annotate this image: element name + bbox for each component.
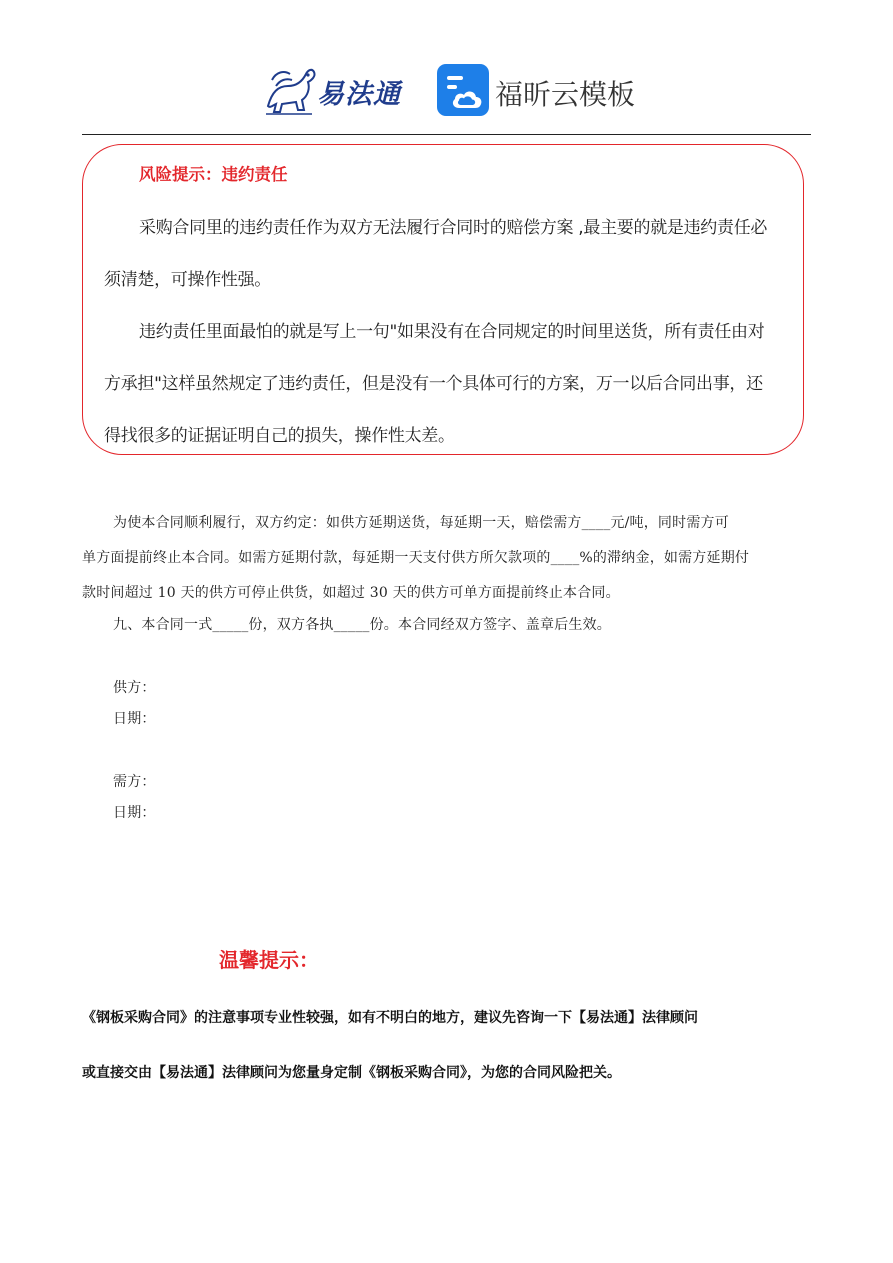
risk-paragraph-line: 方承担"这样虽然规定了违约责任，但是没有一个具体可行的方案，万一以后合同出事，还	[104, 374, 763, 394]
contract-clause-line: 为使本合同顺利履行，双方约定：如供方延期送货，每延期一天，赔偿需方____元/吨，同时需方可	[113, 515, 729, 531]
warm-tip-line: 或直接交由【易法通】法律顾问为您量身定制《钢板采购合同》，为您的合同风险把关。	[82, 1065, 621, 1081]
warm-tip-title: 温馨提示：	[219, 948, 319, 972]
contract-clause-line: 款时间超过 10 天的供方可停止供货，如超过 30 天的供方可单方面提前终止本合同。	[82, 585, 620, 601]
supplier-date-label: 日期：	[113, 711, 156, 727]
buyer-date-label: 日期：	[113, 805, 156, 821]
qilin-logo-icon	[262, 62, 320, 118]
risk-notice-box	[82, 144, 804, 455]
risk-paragraph-line: 违约责任里面最怕的就是写上一句"如果没有在合同规定的时间里送货，所有责任由对	[139, 322, 765, 342]
supplier-label: 供方：	[113, 680, 156, 696]
contract-clause-line: 九、本合同一式_____份，双方各执_____份。本合同经双方签字、盖章后生效。	[113, 617, 611, 633]
risk-paragraph-line: 须清楚，可操作性强。	[104, 270, 271, 290]
brand-left-text: 易法通	[317, 79, 401, 110]
risk-paragraph-line: 采购合同里的违约责任作为双方无法履行合同时的赔偿方案 ,最主要的就是违约责任必	[139, 218, 768, 238]
contract-clause-line: 单方面提前终止本合同。如需方延期付款，每延期一天支付供方所欠款项的____%的滞纳金，如需方延期付	[82, 550, 750, 566]
yifatong-logo	[262, 62, 412, 118]
risk-title: 风险提示：违约责任	[139, 165, 288, 184]
risk-paragraph-line: 得找很多的证据证明自己的损失，操作性太差。	[104, 426, 455, 446]
warm-tip-line: 《钢板采购合同》的注意事项专业性较强，如有不明白的地方，建议先咨询一下【易法通】法律顾问	[82, 1010, 698, 1026]
foxit-template-logo	[437, 64, 637, 118]
header-divider	[82, 134, 811, 135]
brand-right-text: 福昕云模板	[495, 78, 636, 111]
buyer-label: 需方：	[113, 774, 156, 790]
cloud-template-icon	[437, 64, 489, 116]
